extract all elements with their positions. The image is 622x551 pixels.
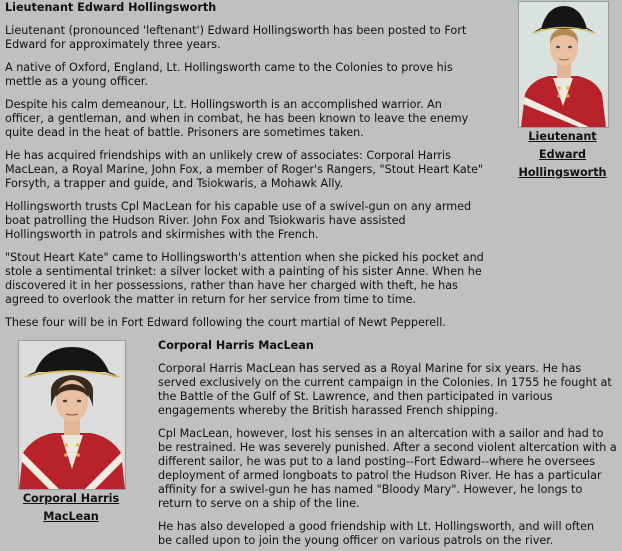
caption-line: Corporal Harris (22, 492, 120, 505)
hollingsworth-heading: Lieutenant Edward Hollingsworth (5, 1, 217, 14)
hollingsworth-portrait (518, 1, 609, 128)
hollingsworth-paragraph: He has acquired friendships with an unlikely crew of associates: Corporal Harris MacLean, a Royal Marine, John Fox, a member of Roger's Rangers, "Stout Heart Kate" Forsyth, a trapper and guide, and Tsiokwaris, a Mohawk Ally. (5, 149, 484, 190)
hollingsworth-portrait-image (519, 2, 608, 127)
hollingsworth-paragraph: Lieutenant (pronounced 'leftenant') Edward Hollingsworth has been posted to Fort Edward for approximately three years. (5, 24, 467, 51)
maclean-paragraph: He has also developed a good friendship with Lt. Hollingsworth, and will often be called upon to join the young officer on various patrols on the river. (158, 520, 595, 547)
maclean-portrait-caption[interactable] (12, 490, 130, 526)
caption-line: MacLean (43, 510, 99, 523)
hollingsworth-paragraph: Despite his calm demeanour, Lt. Hollingsworth is an accomplished warrior. An officer, a gentleman, and when in combat, he has been known to leave the enemy quite dead in the heat of battle. Prisoners are sometimes taken. (5, 98, 469, 139)
maclean-heading: Corporal Harris MacLean (158, 339, 314, 352)
caption-line: Edward (538, 148, 587, 161)
hollingsworth-paragraph: These four will be in Fort Edward following the court martial of Newt Pepperell. (5, 316, 446, 329)
hollingsworth-paragraph: Hollingsworth trusts Cpl MacLean for his capable use of a swivel-gun on any armed boat patrolling the Hudson River. John Fox and Tsiokwaris have assisted Hollingsworth in patrols and skirmishes with the French. (5, 200, 472, 241)
hollingsworth-paragraph: A native of Oxford, England, Lt. Hollingsworth came to the Colonies to prove his mettle as a young officer. (5, 61, 453, 88)
hollingsworth-paragraph: "Stout Heart Kate" came to Hollingsworth's attention when she picked his pocket and stole a sentimental trinket: a silver locket with a painting of his sister Anne. When he discovered it in her possessions, rather than have her charged with theft, he has agreed to overlook the matter in return for her service from time to time. (5, 251, 484, 306)
hollingsworth-portrait-caption[interactable] (515, 128, 610, 182)
maclean-paragraph: Cpl MacLean, however, lost his senses in an altercation with a sailor and had to be restrained. He was severely punished. After a second violent altercation with a different sailor, he was put to a land posting--Fort Edward--where he oversees deployment of armed longboats to patrol the Hudson River. He has a particular affinity for a swivel-gun he has named "Bloody Mary". However, he longs to return to serve on a ship of the line. (158, 427, 617, 510)
caption-line: Hollingsworth (518, 166, 607, 179)
maclean-portrait-image (19, 341, 125, 489)
caption-line: Lieutenant (528, 130, 597, 143)
maclean-paragraph: Corporal Harris MacLean has served as a Royal Marine for six years. He has served exclusively on the current campaign in the Colonies. In 1755 he fought at the Battle of the Gulf of St. Lawrence, and then participated in various engagements whereby the British harassed French shipping. (158, 362, 612, 417)
maclean-portrait (18, 340, 126, 490)
